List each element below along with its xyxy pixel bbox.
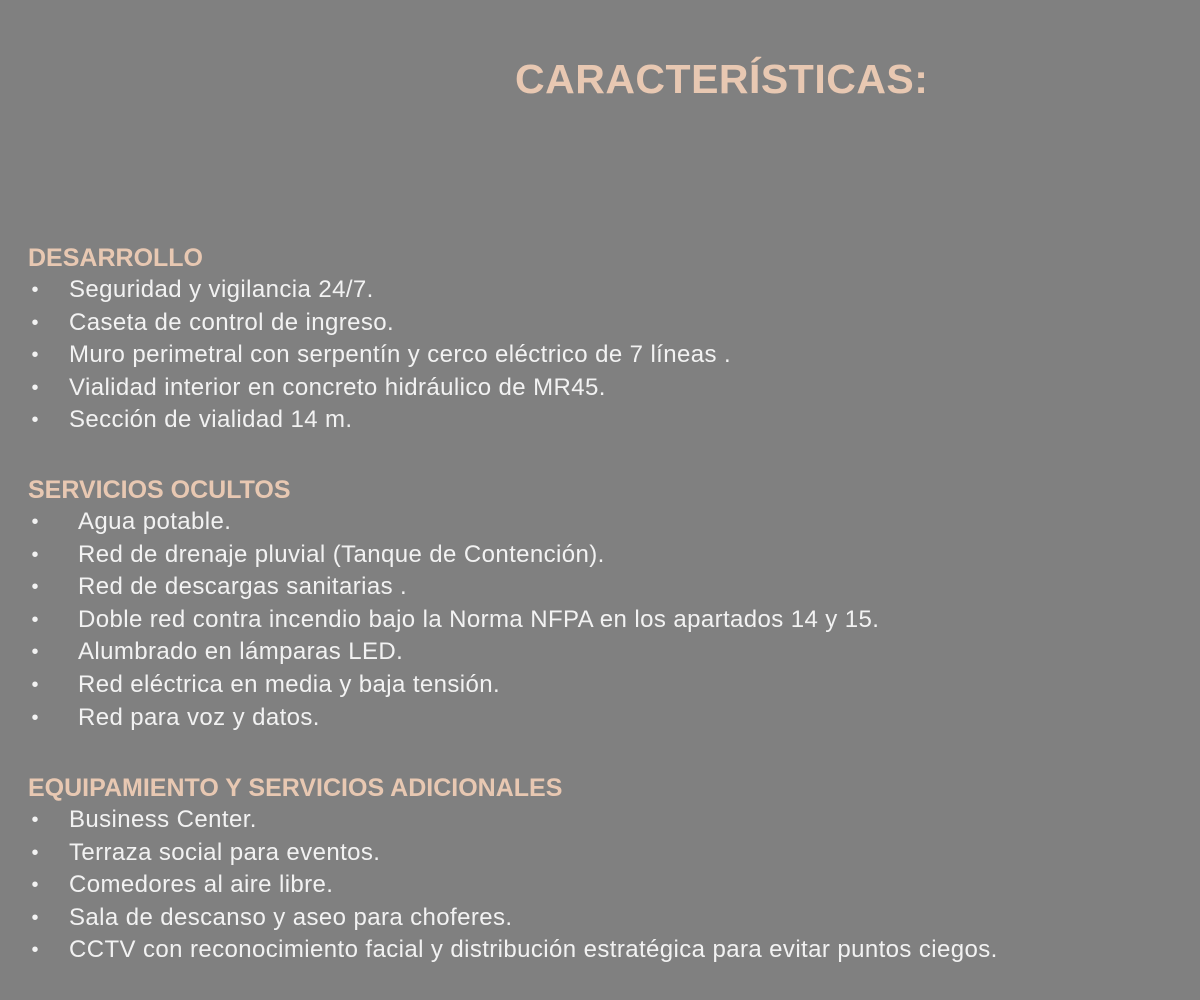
list-item [28,339,1188,372]
list-item [28,934,1188,967]
bullet-icon: • [31,311,39,334]
list-item [28,539,1188,572]
list-item [28,274,1188,307]
section-heading: EQUIPAMIENTO Y SERVICIOS ADICIONALES [28,774,563,802]
bullet-icon: • [31,809,39,831]
list-item-text: Doble red contra incendio bajo la Norma NFPA en los apartados 14 y 15. [78,605,880,633]
bullet-icon: • [31,576,39,599]
feature-list [28,804,1188,967]
list-item-text: Sala de descanso y aseo para choferes. [69,903,513,931]
page-title: CARACTERÍSTICAS: [515,56,929,102]
list-item-text: Red eléctrica en media y baja tensión. [78,670,501,698]
section-servicios-ocultos [28,474,1188,734]
list-item-text: Red para voz y datos. [78,703,320,731]
section-heading: DESARROLLO [28,244,203,272]
list-item-text: Alumbrado en lámparas LED. [78,638,404,666]
list-item [28,869,1188,902]
bullet-icon: • [31,841,39,864]
bullet-icon: • [31,906,39,929]
list-item-text: Red de descargas sanitarias . [78,573,408,601]
list-item-text: Vialidad interior en concreto hidráulico de MR45. [69,373,606,401]
list-item-text: Terraza social para eventos. [69,838,381,866]
list-item [28,837,1188,870]
list-item [28,902,1188,935]
list-item-text: Seguridad y vigilancia 24/7. [69,276,374,303]
feature-list [28,506,1188,734]
bullet-icon: • [31,673,39,696]
bullet-icon: • [31,641,39,664]
list-item [28,604,1188,637]
list-item [28,571,1188,604]
list-item [28,636,1188,669]
bullet-icon: • [31,279,39,301]
list-item-text: Red de drenaje pluvial (Tanque de Contención). [78,540,605,568]
bullet-icon: • [31,706,39,729]
list-item-text: Muro perimetral con serpentín y cerco eléctrico de 7 líneas . [69,341,732,369]
bullet-icon: • [31,874,39,897]
section-desarrollo [28,242,1188,437]
list-item [28,404,1188,437]
list-item [28,307,1188,340]
bullet-icon: • [31,511,39,533]
list-item-text: Comedores al aire libre. [69,871,334,899]
bullet-icon: • [31,376,39,399]
bullet-icon: • [31,344,39,367]
bullet-icon: • [31,608,39,631]
section-heading: SERVICIOS OCULTOS [28,476,291,504]
section-equipamiento [28,772,1188,967]
list-item [28,702,1188,735]
bullet-icon: • [31,939,39,962]
bullet-icon: • [31,543,39,566]
list-item [28,804,1188,837]
list-item-text: Sección de vialidad 14 m. [69,406,353,434]
list-item [28,669,1188,702]
bullet-icon: • [31,409,39,432]
list-item-text: CCTV con reconocimiento facial y distribución estratégica para evitar puntos ciegos. [69,936,998,964]
list-item-text: Business Center. [69,806,257,833]
feature-list [28,274,1188,437]
list-item-text: Agua potable. [78,508,232,535]
list-item [28,372,1188,405]
list-item-text: Caseta de control de ingreso. [69,308,395,336]
list-item [28,506,1188,539]
